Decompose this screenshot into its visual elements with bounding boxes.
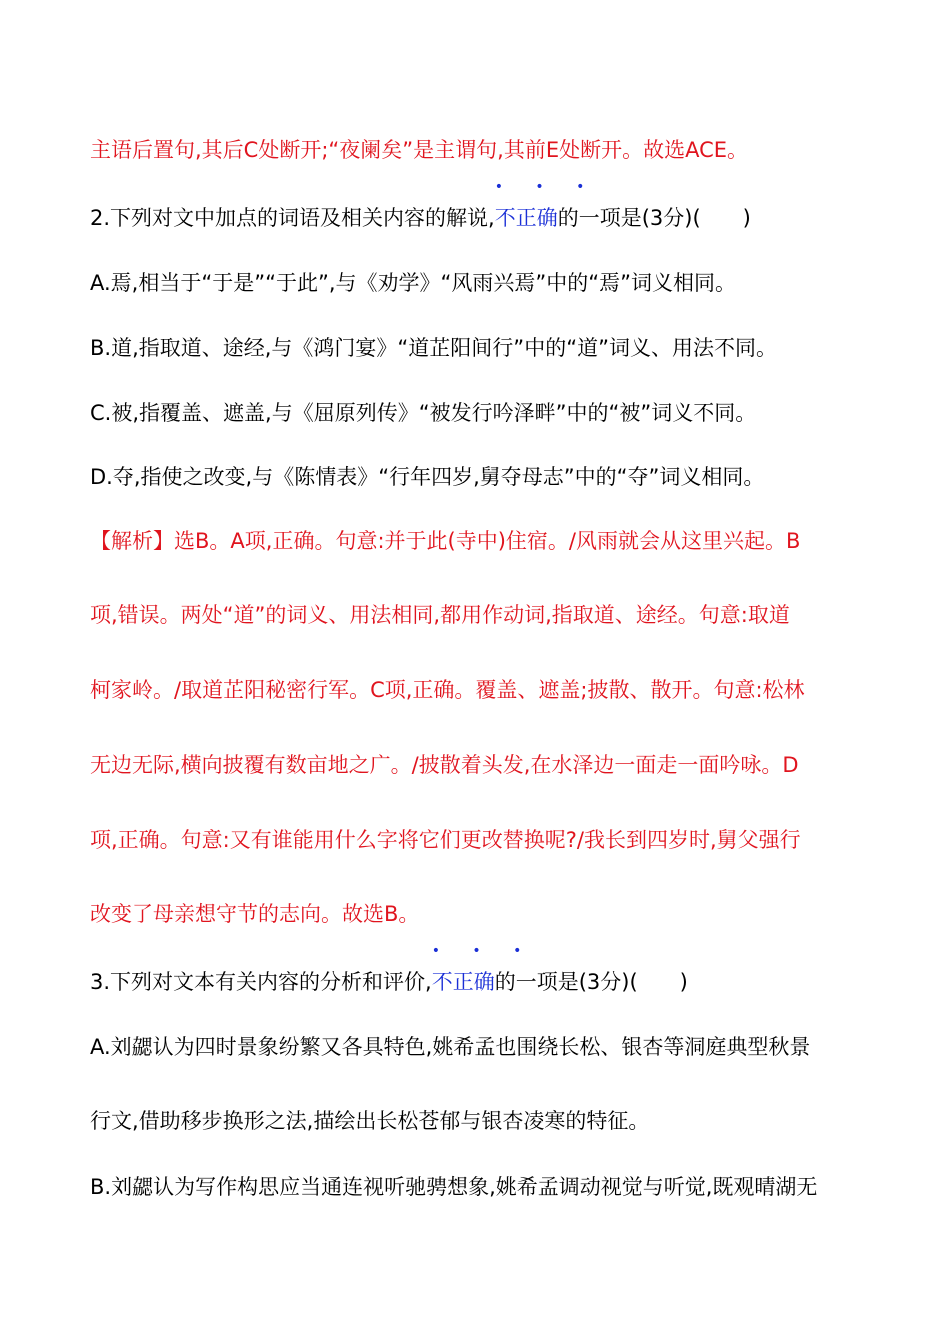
question-3-stem xyxy=(90,943,688,997)
question-3-emphasis: • • • 不正确 xyxy=(431,943,536,994)
analysis-line-6: 改变了母亲想守节的志向。故选B。 xyxy=(90,902,420,926)
question-2-stem-text: 2.下列对文中加点的词语及相关内容的解说, xyxy=(90,206,495,230)
emphasis-dots: • • • xyxy=(494,179,599,195)
question-2-option-a: A.焉,相当于“于是”“于此”,与《劝学》“风雨兴焉”中的“焉”词义相同。 xyxy=(90,271,737,295)
analysis-line-5: 项,正确。句意:又有谁能用什么字将它们更改替换呢?/我长到四岁时,舅父强行 xyxy=(90,828,801,852)
question-3-option-a-line-1: A.刘勰认为四时景象纷繁又各具特色,姚希孟也围绕长松、银杏等洞庭典型秋景 xyxy=(90,1035,811,1059)
question-3-option-b-line-1: B.刘勰认为写作构思应当通连视听驰骋想象,姚希孟调动视觉与听觉,既观晴湖无 xyxy=(90,1175,818,1199)
answer-continuation: 主语后置句,其后C处断开;“夜阑矣”是主谓句,其前E处断开。故选ACE。 xyxy=(90,138,749,162)
question-3-stem-text: 3.下列对文本有关内容的分析和评价, xyxy=(90,970,432,994)
question-2-option-c: C.被,指覆盖、遮盖,与《屈原列传》“被发行吟泽畔”中的“被”词义不同。 xyxy=(90,401,757,425)
analysis-line-2: 项,错误。两处“道”的词义、用法相同,都用作动词,指取道、途经。句意:取道 xyxy=(90,603,790,627)
question-2-stem-tail: 的一项是(3分)( ) xyxy=(557,206,751,230)
question-2-stem xyxy=(90,179,751,233)
analysis-line-3: 柯家岭。/取道芷阳秘密行军。C项,正确。覆盖、遮盖;披散、散开。句意:松林 xyxy=(90,678,805,702)
analysis-line-4: 无边无际,横向披覆有数亩地之广。/披散着头发,在水泽边一面走一面吟咏。D xyxy=(90,753,799,777)
question-3-option-a-line-2: 行文,借助移步换形之法,描绘出长松苍郁与银杏凌寒的特征。 xyxy=(90,1109,650,1133)
question-3-stem-tail: 的一项是(3分)( ) xyxy=(494,970,688,994)
analysis-line-1: 【解析】选B。A项,正确。句意:并于此(寺中)住宿。/风雨就会从这里兴起。B xyxy=(90,529,801,553)
question-2-option-d: D.夺,指使之改变,与《陈情表》“行年四岁,舅夺母志”中的“夺”词义相同。 xyxy=(90,465,765,489)
emphasis-dots: • • • xyxy=(431,943,536,959)
question-2-option-b: B.道,指取道、途经,与《鸿门宴》“道芷阳间行”中的“道”词义、用法不同。 xyxy=(90,336,777,360)
question-2-emphasis: • • • 不正确 xyxy=(494,179,599,230)
